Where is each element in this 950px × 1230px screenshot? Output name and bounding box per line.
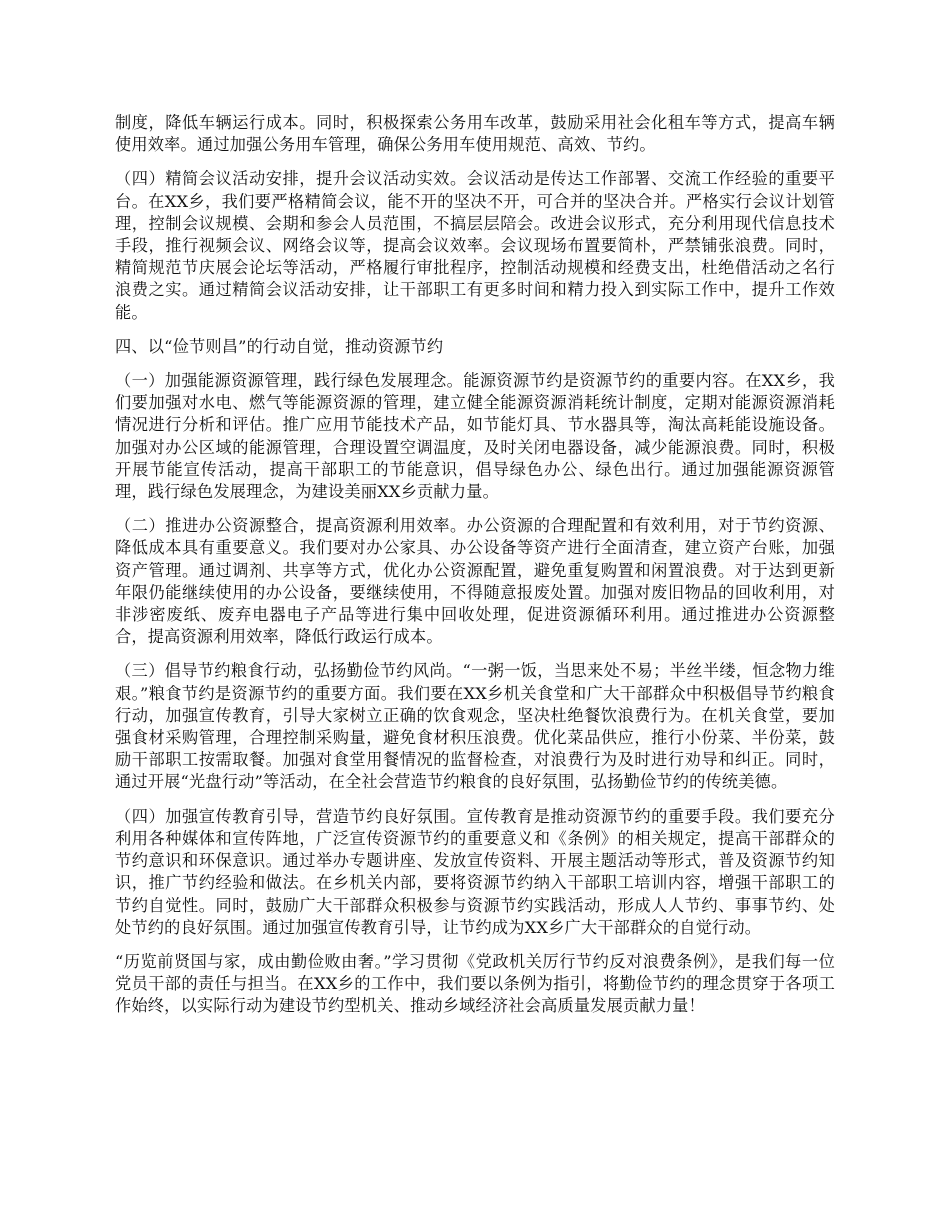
section-heading-resource-saving: 四、以“俭节则昌”的行动自觉，推动资源节约 [115, 336, 444, 356]
paragraph-food-saving: （三）倡导节约粮食行动，弘扬勤俭节约风尚。“一粥一饭，当思来处不易；半丝半缕，恒念物力维艰。”粮食节约是资源节约的重要方面。我们要在XX乡机关食堂和广大干部群众中积极倡导节约粮食行动，加强宣传教育，引导大家树立正确的饮食观念，坚决杜绝餐饮浪费行为。在机关食堂，要加强食材采购管理，合理控制采购量，避免食材积压浪费。优化菜品供应，推行小份菜、半份菜，鼓励干部职工按需取餐。加强对食堂用餐情况的监督检查，对浪费行为及时进行劝导和纠正。同时，通过开展“光盘行动”等活动，在全社会营造节约粮食的良好氛围，弘扬勤俭节约的传统美德。 [115, 661, 835, 792]
paragraph-meeting-streamlining: （四）精简会议活动安排，提升会议活动实效。会议活动是传达工作部署、交流工作经验的重要平台。在XX乡，我们要严格精简会议，能不开的坚决不开，可合并的坚决合并。严格实行会议计划管理，控制会议规模、会期和参会人员范围，不搞层层陪会。改进会议形式，充分利用现代信息技术手段，推行视频会议、网络会议等，提高会议效率。会议现场布置要简朴，严禁铺张浪费。同时，精简规范节庆展会论坛等活动，严格履行审批程序，控制活动规模和经费支出，杜绝借活动之名行浪费之实。通过精简会议活动安排，让干部职工有更多时间和精力投入到实际工作中，提升工作效能。 [115, 169, 835, 322]
document-page [115, 112, 835, 1030]
paragraph-office-resources: （二）推进办公资源整合，提高资源利用效率。办公资源的合理配置和有效利用，对于节约资源、降低成本具有重要意义。我们要对办公家具、办公设备等资产进行全面清查，建立资产台账，加强资产管理。通过调剂、共享等方式，优化办公资源配置，避免重复购置和闲置浪费。对于达到更新年限仍能继续使用的办公设备，要继续使用，不得随意报废处置。加强对废旧物品的回收利用，对非涉密废纸、废弃电器电子产品等进行集中回收处理，促进资源循环利用。通过推进办公资源整合，提高资源利用效率，降低行政运行成本。 [115, 516, 835, 647]
paragraph-energy-management: （一）加强能源资源管理，践行绿色发展理念。能源资源节约是资源节约的重要内容。在XX乡，我们要加强对水电、燃气等能源资源的管理，建立健全能源资源消耗统计制度，定期对能源资源消耗情况进行分析和评估。推广应用节能技术产品，如节能灯具、节水器具等，淘汰高耗能设施设备。加强对办公区域的能源管理，合理设置空调温度，及时关闭电器设备，减少能源浪费。同时，积极开展节能宣传活动，提高干部职工的节能意识，倡导绿色办公、绿色出行。通过加强能源资源管理，践行绿色发展理念，为建设美丽XX乡贡献力量。 [115, 371, 835, 502]
paragraph-conclusion: “历览前贤国与家，成由勤俭败由奢。”学习贯彻《党政机关厉行节约反对浪费条例》，是我们每一位党员干部的责任与担当。在XX乡的工作中，我们要以条例为指引，将勤俭节约的理念贯穿于各项工作始终，以实际行动为建设节约型机关、推动乡域经济社会高质量发展贡献力量！ [115, 951, 835, 1016]
paragraph-vehicle-management-end: 制度，降低车辆运行成本。同时，积极探索公务用车改革，鼓励采用社会化租车等方式，提高车辆使用效率。通过加强公务用车管理，确保公务用车使用规范、高效、节约。 [115, 113, 835, 155]
paragraph-publicity-education: （四）加强宣传教育引导，营造节约良好氛围。宣传教育是推动资源节约的重要手段。我们要充分利用各种媒体和宣传阵地，广泛宣传资源节约的重要意义和《条例》的相关规定，提高干部群众的节约意识和环保意识。通过举办专题讲座、发放宣传资料、开展主题活动等形式，普及资源节约知识，推广节约经验和做法。在乡机关内部，要将资源节约纳入干部职工培训内容，增强干部职工的节约自觉性。同时，鼓励广大干部群众积极参与资源节约实践活动，形成人人节约、事事节约、处处节约的良好氛围。通过加强宣传教育引导，让节约成为XX乡广大干部群众的自觉行动。 [115, 806, 835, 937]
